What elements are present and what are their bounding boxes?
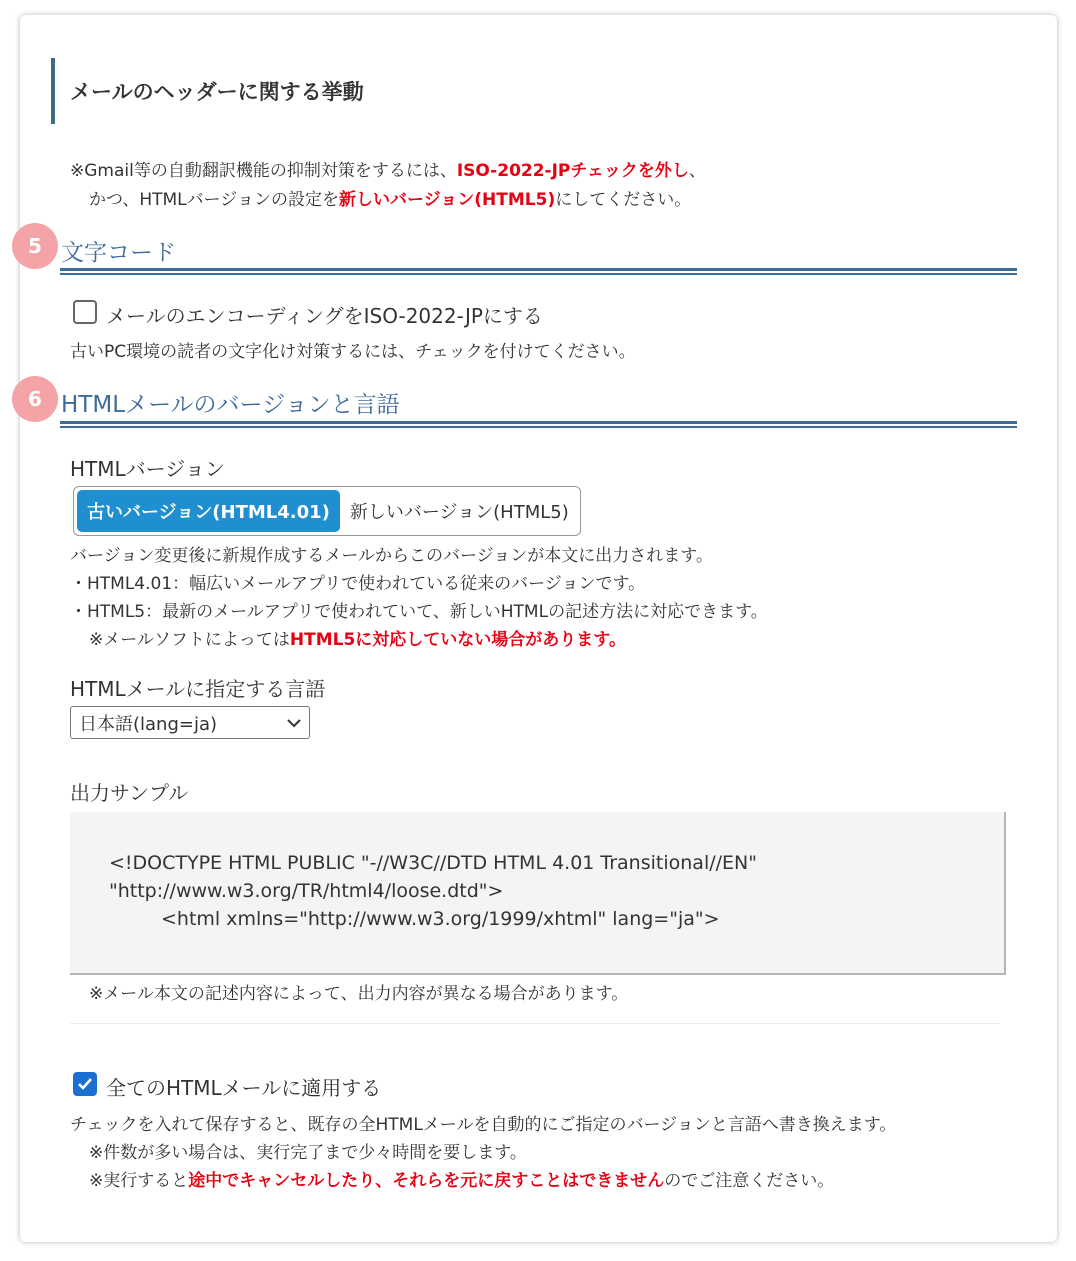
sample-line-1: <!DOCTYPE HTML PUBLIC "-//W3C//DTD HTML 4.01 Transitional//EN" [109, 852, 757, 874]
step-badge-5: 5 [12, 223, 58, 269]
sample-note: ※メール本文の記述内容によって、出力内容が異なる場合があります。 [89, 984, 629, 1004]
lang-label: HTMLメールに指定する言語 [70, 677, 326, 701]
section-rule [60, 268, 1017, 275]
section-title-charset: 文字コード [61, 240, 176, 266]
page-title: メールのヘッダーに関する挙動 [70, 80, 364, 104]
charset-help-text: 古いPC環境の読者の文字化け対策するには、チェックを付けてください。 [70, 342, 636, 362]
version-option-html401[interactable]: 古いバージョン(HTML4.01) [77, 490, 340, 532]
output-sample-box [70, 812, 1006, 975]
step-badge-6: 6 [12, 376, 58, 422]
version-note-4: ※メールソフトによってはHTML5に対応していない場合があります。 [89, 630, 626, 650]
check-icon [77, 1077, 93, 1091]
sample-line-2: "http://www.w3.org/TR/html4/loose.dtd"> [109, 880, 504, 902]
version-note-2: ・HTML4.01：幅広いメールアプリで使われている従来のバージョンです。 [70, 574, 646, 594]
version-note-1: バージョン変更後に新規作成するメールからこのバージョンが本文に出力されます。 [70, 546, 713, 566]
section-rule [60, 421, 1017, 428]
version-note-3: ・HTML5：最新のメールアプリで使われていて、新しいHTMLの記述方法に対応できます。 [70, 602, 768, 622]
html-version-toggle [73, 486, 581, 536]
version-option-html5[interactable]: 新しいバージョン(HTML5) [349, 502, 569, 523]
apply-all-checkbox[interactable] [73, 1072, 97, 1096]
sample-line-3: <html xmlns="http://www.w3.org/1999/xhtml" lang="ja"> [161, 908, 720, 930]
html-version-label: HTMLバージョン [70, 457, 225, 481]
divider [70, 1023, 1000, 1024]
title-accent-bar [51, 58, 55, 124]
apply-note-3: ※実行すると途中でキャンセルしたり、それらを元に戻すことはできませんのでご注意ください。 [89, 1171, 835, 1191]
iso2022jp-checkbox-label[interactable]: メールのエンコーディングをISO-2022-JPにする [106, 304, 543, 328]
intro-line-1: ※Gmail等の自動翻訳機能の抑制対策をするには、ISO-2022-JPチェックを外し、 [70, 161, 706, 181]
apply-note-2: ※件数が多い場合は、実行完了まで少々時間を要します。 [89, 1143, 527, 1163]
lang-select[interactable] [70, 706, 310, 739]
intro-line-2: かつ、HTMLバージョンの設定を新しいバージョン(HTML5)にしてください。 [89, 190, 692, 210]
chevron-down-icon [287, 712, 301, 733]
apply-note-1: チェックを入れて保存すると、既存の全HTMLメールを自動的にご指定のバージョンと言語へ書き換えます。 [70, 1115, 897, 1135]
section-title-html-version: HTMLメールのバージョンと言語 [61, 392, 400, 418]
lang-select-value: 日本語(lang=ja) [79, 713, 218, 735]
apply-all-label[interactable]: 全てのHTMLメールに適用する [106, 1076, 382, 1100]
sample-label: 出力サンプル [70, 781, 189, 805]
iso2022jp-checkbox[interactable] [73, 300, 97, 324]
